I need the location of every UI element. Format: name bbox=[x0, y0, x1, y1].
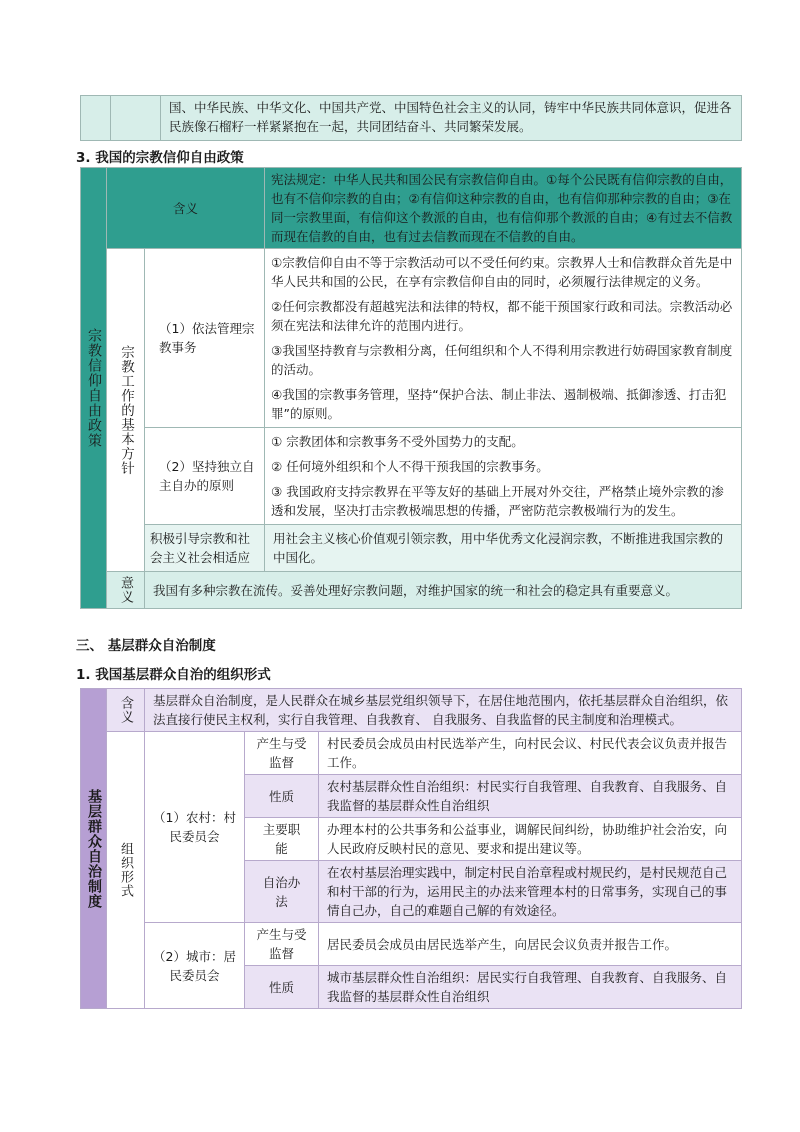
religion-sub2-points bbox=[265, 428, 742, 525]
religion-sub1-point: ③我国坚持教育与宗教相分离，任何组织和个人不得利用宗教进行妨碍国家教育制度的活动。 bbox=[271, 343, 733, 377]
religion-meaning-label: 含义 bbox=[107, 168, 265, 249]
table-religion-policy bbox=[80, 167, 742, 609]
continuation-spacer-b bbox=[111, 96, 161, 141]
table-continuation bbox=[80, 95, 742, 141]
religion-sub2-point: ① 宗教团体和宗教事务不受外国势力的支配。 bbox=[271, 434, 524, 449]
section-heading-org-forms: 1. 我国基层群众自治的组织形式 bbox=[76, 667, 271, 683]
religion-sub2-point: ② 任何境外组织和个人不得干预我国的宗教事务。 bbox=[271, 459, 549, 474]
continuation-text: 国、中华民族、中华文化、中国共产党、中国特色社会主义的认同，铸牢中华民族共同体意识，促进各民族像石榴籽一样紧紧抱在一起，共同团结奋斗、共同繁荣发展。 bbox=[161, 96, 742, 141]
governance-meaning-label: 含义 bbox=[107, 689, 145, 732]
religion-sub1-points bbox=[265, 249, 742, 428]
religion-sub3-text: 用社会主义核心价值观引领宗教，用中华优秀文化浸润宗教，不断推进我国宗教的中国化。 bbox=[265, 525, 742, 572]
religion-sub1-point: ①宗教信仰自由不等于宗教活动可以不受任何约束。宗教界人士和信教群众首先是中华人民共和国的公民，在享有宗教信仰自由的同时，必须履行法律规定的义务。 bbox=[271, 255, 733, 289]
religion-sub1-point: ②任何宗教都没有超越宪法和法律的特权，都不能干预国家行政和司法。宗教活动必须在宪法和法律允许的范围内进行。 bbox=[271, 299, 733, 333]
urban-row-key: 产生与受监督 bbox=[245, 923, 319, 966]
table-self-governance bbox=[80, 688, 742, 1009]
religion-meaning-text: 宪法规定：中华人民共和国公民有宗教信仰自由。①每个公民既有信仰宗教的自由，也有不信仰宗教的自由；②有信仰这种宗教的自由，也有信仰那种宗教的自由；③在同一宗教里面，有信仰这个教派的自由，也有信仰那个教派的自由；④有过去不信教而现在信教的自由，也有过去信教而现在不信教的自由。 bbox=[265, 168, 742, 249]
governance-meaning-text: 基层群众自治制度，是人民群众在城乡基层党组织领导下，在居住地范围内，依托基层群众自治组织，依法直接行使民主权利，实行自我管理、自我教育、 自我服务、自我监督的民主制度和治理模式。 bbox=[145, 689, 742, 732]
religion-sub2-label: （2）坚持独立自主自办的原则 bbox=[145, 428, 265, 525]
religion-side-label: 宗教信仰自由政策 bbox=[81, 168, 107, 609]
religion-sub1-point: ④我国的宗教事务管理，坚持“保护合法、制止非法、遏制极端、抵御渗透、打击犯罪”的原则。 bbox=[271, 387, 727, 421]
rural-row-key: 自治办法 bbox=[245, 861, 319, 923]
religion-significance-text: 我国有多种宗教在流传。妥善处理好宗教问题，对维护国家的统一和社会的稳定具有重要意义。 bbox=[145, 572, 742, 609]
rural-row-value: 在农村基层治理实践中，制定村民自治章程或村规民约，是村民规范自己和村干部的行为，运用民主的办法来管理本村的日常事务，实现自己的事情自己办，自己的难题自己解的有效途径。 bbox=[319, 861, 742, 923]
religion-sub3-label: 积极引导宗教和社会主义社会相适应 bbox=[145, 525, 265, 572]
religion-sub2-point: ③ 我国政府支持宗教界在平等友好的基础上开展对外交往，严格禁止境外宗教的渗透和发展，坚决打击宗教极端思想的传播，严密防范宗教极端行为的发生。 bbox=[271, 484, 724, 518]
section-heading-religion: 3. 我国的宗教信仰自由政策 bbox=[76, 150, 244, 166]
religion-policy-label: 宗教工作的基本方针 bbox=[107, 249, 145, 572]
governance-rural-label: （1）农村：村民委员会 bbox=[145, 732, 245, 923]
governance-side-label: 基层群众自治制度 bbox=[81, 689, 107, 1009]
rural-row-key: 主要职能 bbox=[245, 818, 319, 861]
urban-row-value: 城市基层群众性自治组织：居民实行自我管理、自我教育、自我服务、自我监督的基层群众性自治组织 bbox=[319, 966, 742, 1009]
urban-row-key: 性质 bbox=[245, 966, 319, 1009]
religion-sub1-label: （1）依法管理宗教事务 bbox=[145, 249, 265, 428]
rural-row-key: 性质 bbox=[245, 775, 319, 818]
religion-significance-label: 意义 bbox=[107, 572, 145, 609]
urban-row-value: 居民委员会成员由居民选举产生，向居民会议负责并报告工作。 bbox=[319, 923, 742, 966]
rural-row-value: 办理本村的公共事务和公益事业，调解民间纠纷，协助维护社会治安，向人民政府反映村民的意见、要求和提出建议等。 bbox=[319, 818, 742, 861]
part-heading-self-governance: 三、 基层群众自治制度 bbox=[76, 638, 216, 654]
rural-row-value: 农村基层群众性自治组织：村民实行自我管理、自我教育、自我服务、自我监督的基层群众性自治组织 bbox=[319, 775, 742, 818]
rural-row-value: 村民委员会成员由村民选举产生，向村民会议、村民代表会议负责并报告工作。 bbox=[319, 732, 742, 775]
rural-row-key: 产生与受监督 bbox=[245, 732, 319, 775]
continuation-spacer-a bbox=[81, 96, 111, 141]
governance-urban-label: （2）城市：居民委员会 bbox=[145, 923, 245, 1009]
governance-org-label: 组织形式 bbox=[107, 732, 145, 1009]
